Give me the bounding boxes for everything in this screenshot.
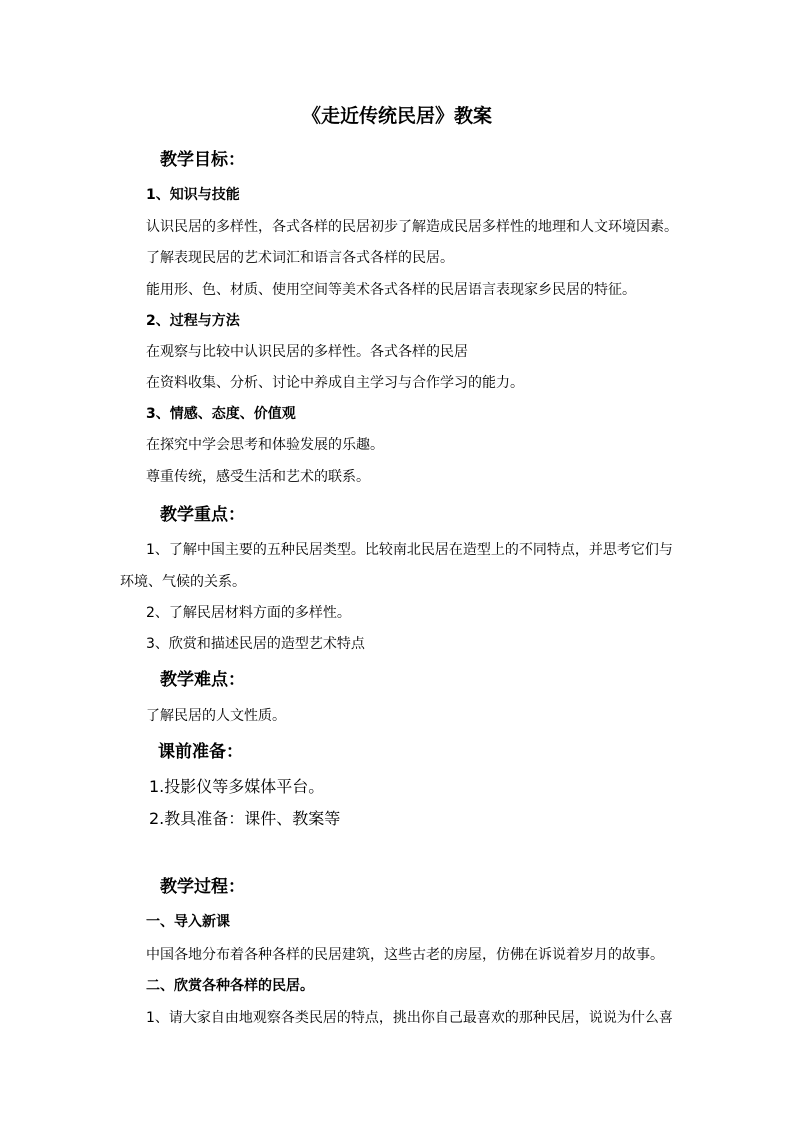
emotion-heading: 3、情感、态度、价值观 [146,406,296,422]
objectives-heading: 教学目标： [160,150,245,170]
knowledge-line-2: 了解表现民居的艺术词汇和语言各式各样的民居。 [146,250,454,266]
knowledge-line-1: 认识民居的多样性，各式各样的民居初步了解造成民居多样性的地理和人文环境因素。 [146,219,678,235]
keypoints-line-1-cont: 环境、气候的关系。 [120,574,246,590]
intro-heading: 一、导入新课 [146,914,230,930]
keypoints-line-1: 1、了解中国主要的五种民居类型。比较南北民居在造型上的不同特点，并思考它们与 [146,542,673,558]
keypoints-line-2: 2、了解民居材料方面的多样性。 [146,605,351,621]
difficulties-line-1: 了解民居的人文性质。 [146,708,286,724]
preparation-heading: 课前准备： [158,742,243,762]
appreciate-line: 1、请大家自由地观察各类民居的特点，挑出你自己最喜欢的那种民居，说说为什么喜 [146,1010,673,1026]
intro-line: 中国各地分布着各种各样的民居建筑，这些古老的房屋，仿佛在诉说着岁月的故事。 [146,947,664,963]
knowledge-line-3: 能用形、色、材质、使用空间等美术各式各样的民居语言表现家乡民居的特征。 [146,282,636,298]
preparation-line-2: 2.教具准备：课件、教案等 [149,809,341,828]
keypoints-line-3: 3、欣赏和描述民居的造型艺术特点 [146,636,365,652]
process-method-heading: 2、过程与方法 [146,313,240,329]
process-method-line-1: 在观察与比较中认识民居的多样性。各式各样的民居 [146,344,468,360]
emotion-line-2: 尊重传统，感受生活和艺术的联系。 [146,469,370,485]
preparation-line-1: 1.投影仪等多媒体平台。 [149,777,325,796]
appreciate-heading: 二、欣赏各种各样的民居。 [146,978,314,994]
process-method-line-2: 在资料收集、分析、讨论中养成自主学习与合作学习的能力。 [146,375,524,391]
knowledge-heading: 1、知识与技能 [146,187,240,203]
keypoints-heading: 教学重点： [160,505,245,525]
teaching-process-heading: 教学过程： [160,877,245,897]
emotion-line-1: 在探究中学会思考和体验发展的乐趣。 [146,437,384,453]
difficulties-heading: 教学难点： [160,670,245,690]
document-title: 《走近传统民居》教案 [301,105,492,127]
